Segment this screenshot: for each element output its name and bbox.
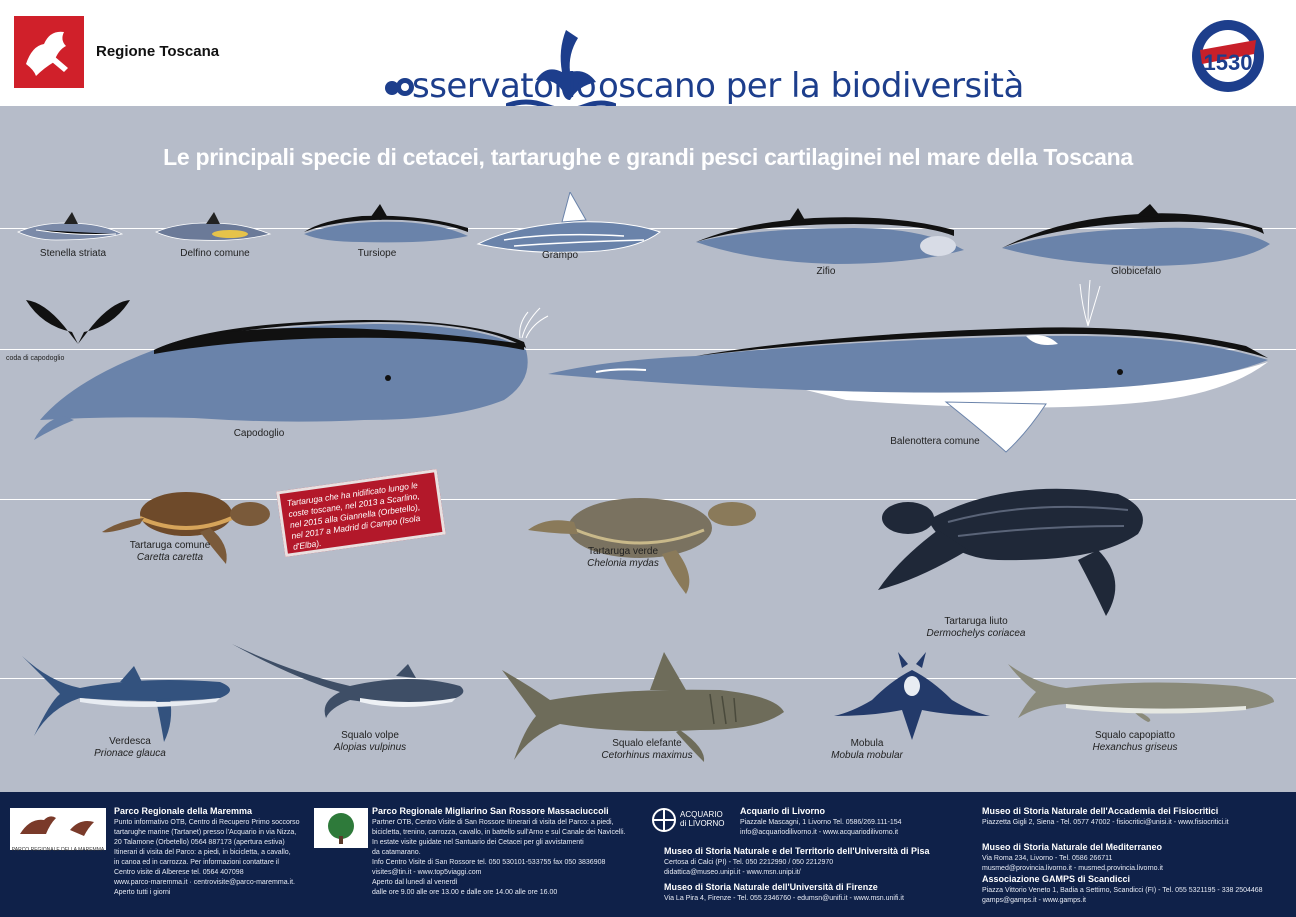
label-capopiatto: Squalo capopiatto Hexanchus griseus [1092,730,1178,753]
label-tart-comune: Tartaruga comune Caretta caretta [129,540,211,563]
footer-fisiocritici: Museo di Storia Naturale dell'Accademia dei Fisiocritici Piazzetta Gigli 2, Siena - Tel. 0577 47002 - fisiocritici@unisi.it - www.fisiocritici.it [982,806,1229,826]
brand-text-right: oscano per la biodiversità [598,66,1024,106]
page-title: Le principali specie di cetacei, tartarughe e grandi pesci cartilaginei nel mare della Toscana [163,144,1133,170]
footer-acquario: Acquario di Livorno Piazzale Mascagni, 1 Livorno Tel. 0586/269.111-154 info@acquariodilivorno.it - www.acquariodilivorno.it [740,806,902,836]
spout-icon [1066,276,1110,328]
verdesca-illustration [20,652,242,742]
label-mobula: Mobula Mobula mobular [831,738,903,761]
acquario-icon [652,808,676,832]
stenella-striata-illustration [16,210,124,242]
label-globicefalo: Globicefalo [1110,266,1162,277]
nesting-note: Tartaruga che ha nidificato lungo le coste toscane, nel 2013 a Scarlino, nel 2015 alla Giannella (Orbetello), nel 2017 a Madrid di Campo (Isola d'Elba). [276,469,446,557]
footer-mediterraneo: Museo di Storia Naturale del Mediterraneo Via Roma 234, Livorno - Tel. 0586 266711 musmed@provincia.livorno.it - musmed.provincia.livorno.it [982,842,1164,872]
brand-text-left: sservatorio [412,66,597,106]
tursiope-illustration [302,204,470,244]
migliarino-logo [314,808,368,848]
label-zifio: Zifio [816,266,836,277]
label-capodoglio: Capodoglio [233,428,285,439]
label-grampo: Grampo [541,250,579,261]
toscana-flag-logo [14,16,84,88]
svg-text:1530: 1530 [1203,50,1253,75]
squalo-capopiatto-illustration [1006,662,1278,722]
footer-pisa: Museo di Storia Naturale e del Territorio dell'Università di Pisa Certosa di Calci (PI) - Tel. 050 2212990 / 050 2212970 didattica@museo.unipi.it - www.msn.unipi.it/ [664,846,930,876]
tartaruga-liuto-illustration [858,470,1154,618]
footer [0,792,1296,917]
maremma-animals-icon [10,808,106,842]
region-name: Regione Toscana [96,43,220,60]
label-tart-liuto: Tartaruga liuto Dermochelys coriacea [926,616,1026,639]
footer-maremma: Parco Regionale della Maremma Punto informativo OTB, Centro di Recupero Primo soccorso tartarughe marine (Tartanet) presso l'Acquario in via Nizza, 20 Talamone (Orbetello) 0564 887173 (apertura estiva) Itinerari di visita del Parco: a piedi, in bicicletta, a cavallo, in canoa ed in carrozza. Per informazioni contattare il Centro visite di Alberese tel. 0564 407098 www.parco-maremma.it · centrovisite@parco-maremma.it. Aperto tutti i giorni [114,806,300,896]
footer-firenze: Museo di Storia Naturale dell'Università di Firenze Via La Pira 4, Firenze - Tel. 055 2346760 - edumsn@unifi.it - www.msn.unifi.it [664,882,904,902]
label-verdesca: Verdesca Prionace glauca [94,736,166,759]
mobula-illustration [832,650,992,746]
label-coda: coda di capodoglio [6,355,65,362]
header [0,0,1296,106]
label-elefante: Squalo elefante Cetorhinus maximus [601,738,693,761]
footer-gamps: Associazione GAMPS di Scandicci Piazza Vittorio Veneto 1, Badia a Settimo, Scandicci (FI) - Tel. 055 5321195 - 338 2504468 gamps@gamps.it - www.gamps.it [982,874,1263,904]
acquario-logo: ACQUARIO di LIVORNO [652,808,732,836]
balenottera-comune-illustration [546,324,1272,454]
capodoglio-illustration [34,320,534,440]
zifio-illustration [694,206,966,266]
delfino-comune-illustration [154,210,272,242]
label-tart-verde: Tartaruga verde Chelonia mydas [587,546,659,569]
label-delfino: Delfino comune [180,248,250,259]
bubbles-icon [384,74,414,100]
label-volpe: Squalo volpe Alopias vulpinus [333,730,407,753]
maremma-logo: PARCO REGIONALE DELLA MAREMMA [10,808,106,850]
label-tursiope: Tursiope [357,248,397,259]
label-balenottera: Balenottera comune [890,436,980,447]
tartaruga-verde-illustration [526,486,758,596]
label-stenella: Stenella striata [39,248,107,259]
footer-migliarino: Parco Regionale Migliarino San Rossore Massaciuccoli Partner OTB, Centro Visite di San Rossore Itinerari di visita del Parco: a piedi, bicicletta, trenino, carrozza, cavallo, in battello sull'Arno e sul Canale dei Navicelli. In estate visite guidate nel Santuario dei Cetacei per gli avvistamenti da catamarano. Info Centro Visite di San Rossore tel. 050 530101-533755 fax 050 3836908 visites@tin.it - www.top5viaggi.com Aperto dal lunedì al venerdì dalle ore 9.00 alle ore 13.00 e dalle ore 14.00 alle ore 16.00 [372,806,626,896]
squalo-volpe-illustration [230,642,474,720]
1530-badge-logo [1182,10,1274,102]
species-panel [0,106,1296,792]
tree-icon [314,808,368,848]
globicefalo-illustration [1000,204,1272,270]
